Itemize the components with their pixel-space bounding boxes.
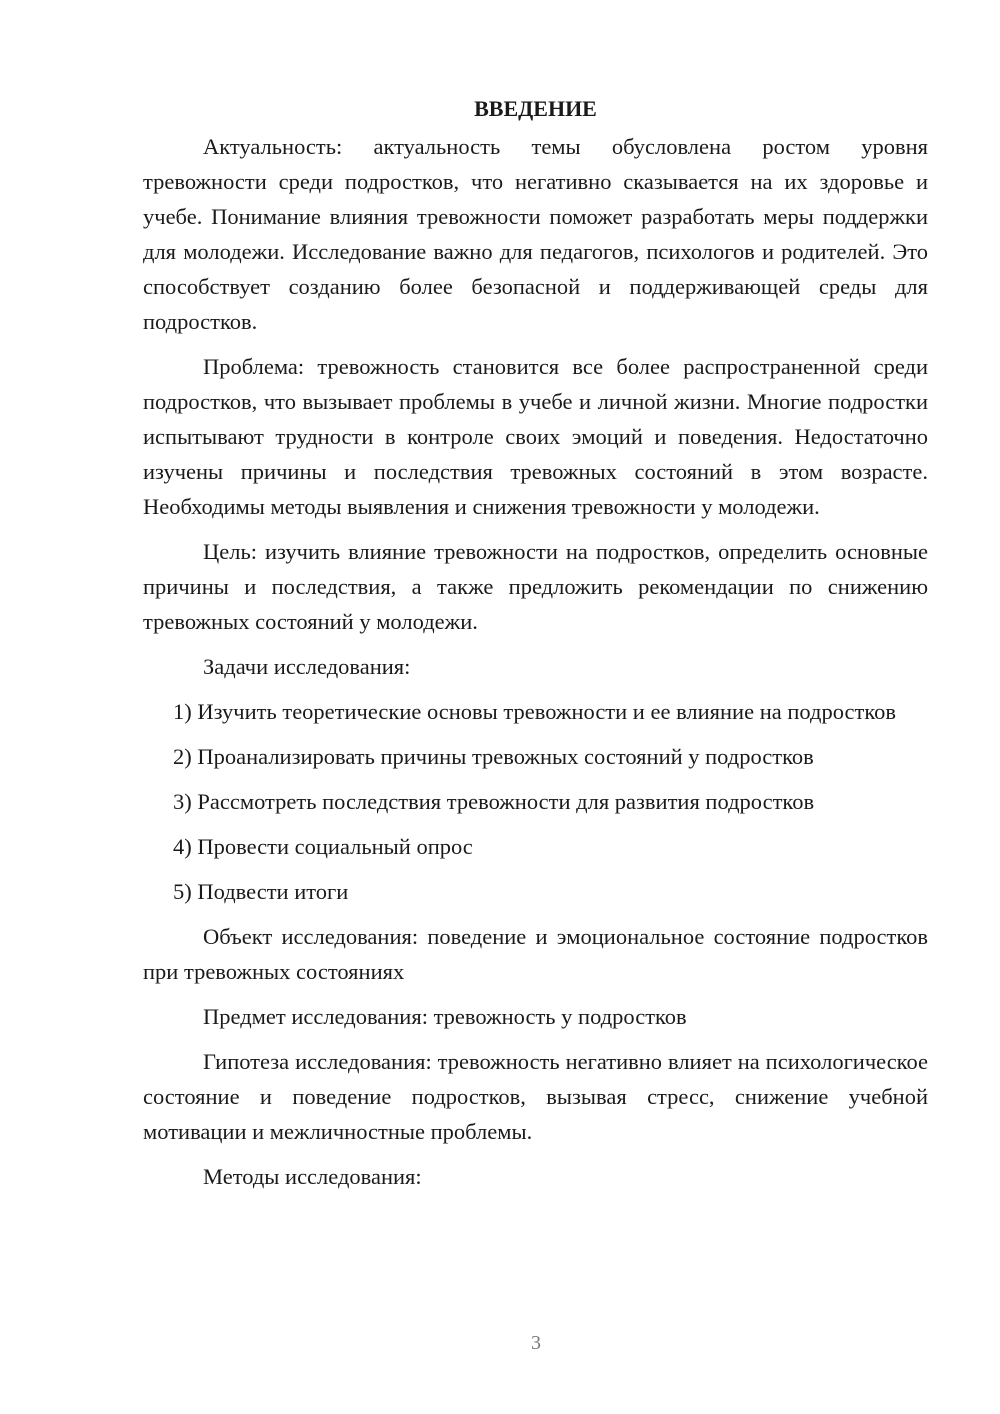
- task-item-3: 3) Рассмотреть последствия тревожности для развития подростков: [173, 789, 815, 814]
- task-item-4: 4) Провести социальный опрос: [173, 834, 473, 859]
- goal-paragraph: Цель: изучить влияние тревожности на подростков, определить основные причины и последствия, а также предложить рекомендации по снижению тревожных состояний у молодежи.: [143, 539, 928, 634]
- hypothesis-paragraph: Гипотеза исследования: тревожность негативно влияет на психологическое состояние и поведение подростков, вызывая стресс, снижение учебной мотивации и межличностные проблемы.: [143, 1049, 928, 1144]
- task-item-2: 2) Проанализировать причины тревожных состояний у подростков: [173, 744, 814, 769]
- document-page: [143, 92, 928, 1204]
- tasks-title: Задачи исследования:: [203, 654, 411, 679]
- page-number: 3: [531, 1332, 541, 1354]
- subject-paragraph: Предмет исследования: тревожность у подростков: [203, 1004, 687, 1029]
- problem-paragraph: Проблема: тревожность становится все более распространенной среди подростков, что вызывает проблемы в учебе и личной жизни. Многие подростки испытывают трудности в контроле своих эмоций и поведения. Недостаточно изучены причины и последствия тревожных состояний в этом возрасте. Необходимы методы выявления и снижения тревожности у молодежи.: [143, 354, 928, 519]
- relevance-paragraph: Актуальность: актуальность темы обусловлена ростом уровня тревожности среди подростков, что негативно сказывается на их здоровье и учебе. Понимание влияния тревожности поможет разработать меры поддержки для молодежи. Исследование важно для педагогов, психологов и родителей. Это способствует созданию более безопасной и поддерживающей среды для подростков.: [143, 134, 928, 334]
- task-item-1: 1) Изучить теоретические основы тревожности и ее влияние на подростков: [173, 699, 896, 724]
- object-paragraph: Объект исследования: поведение и эмоциональное состояние подростков при тревожных состояниях: [143, 924, 928, 984]
- section-heading: ВВЕДЕНИЕ: [474, 96, 597, 121]
- task-item-5: 5) Подвести итоги: [173, 879, 349, 904]
- methods-title: Методы исследования:: [203, 1164, 422, 1189]
